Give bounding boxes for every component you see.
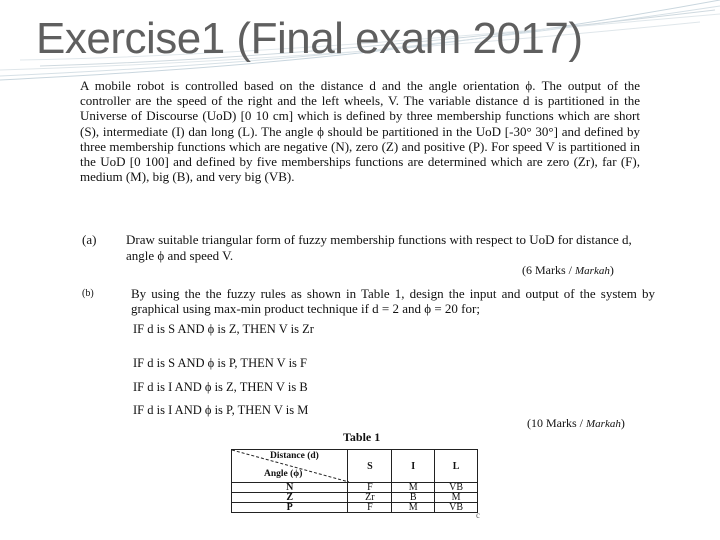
question-b-marks [527,416,625,431]
column-header: S [348,450,392,483]
table-title: Table 1 [343,430,381,444]
table-cell: F [348,483,392,493]
problem-statement: A mobile robot is controlled based on the distance d and the angle orientation ϕ. The output of the controller are the speed of the right and the left wheels, V. The variable distance d is partitioned in the Universe of Discourse (UoD) [0 10 cm] which is defined by three membership functions which are short (S), intermediate (I) dan long (L). The angle ϕ should be partitioned in the UoD [-30° 30°] and defined by three membership functions which are negative (N), zero (Z) and positive (P). For speed V is partitioned in the UoD [0 100] and defined by five memberships functions are determined which are zero (Zr), far (F), medium (M), big (B), and very big (VB). [80,78,640,185]
table-cell: Zr [348,493,392,503]
marks-a-text: (6 Marks / [522,263,575,277]
table-cell: M [435,493,478,503]
column-header: I [392,450,435,483]
stray-mark: c [476,510,480,520]
fuzzy-rule: IF d is I AND ϕ is Z, THEN V is B [133,380,308,394]
slide-title: Exercise1 (Final exam 2017) [36,14,583,63]
table-cell: M [392,483,435,493]
table-cell: F [348,503,392,513]
header-distance: Distance (d) [270,451,319,461]
marks-b-close: ) [620,416,625,430]
row-header: Z [232,493,348,503]
marks-b-text: (10 Marks / [527,416,586,430]
fuzzy-rule-table [231,449,478,513]
fuzzy-rule: IF d is S AND ϕ is Z, THEN V is Zr [133,322,314,336]
marks-a-close: ) [609,263,614,277]
table-header-row [232,450,478,483]
table-corner-header [232,450,348,483]
table-row [232,483,478,493]
row-header: P [232,503,348,513]
fuzzy-rule: IF d is I AND ϕ is P, THEN V is M [133,403,309,417]
table-cell: M [392,503,435,513]
question-a-marks [522,263,614,278]
question-a-label: (a) [82,232,97,247]
column-header: L [435,450,478,483]
header-angle: Angle (ϕ) [264,469,303,479]
question-b-label: (b) [82,288,94,299]
table-row [232,493,478,503]
marks-b-italic: Markah [586,418,621,430]
fuzzy-rule: IF d is S AND ϕ is P, THEN V is F [133,356,307,370]
table-cell: VB [435,503,478,513]
question-b-text: By using the the fuzzy rules as shown in Table 1, design the input and output of the system by graphical using max-min product technique if d = 2 and ϕ = 20 for; [131,286,655,316]
marks-a-italic: Markah [575,265,610,277]
table-cell: B [392,493,435,503]
table-row [232,503,478,513]
table-cell: VB [435,483,478,493]
row-header: N [232,483,348,493]
question-a-text: Draw suitable triangular form of fuzzy membership functions with respect to UoD for distance d, angle ϕ and speed V. [126,232,632,263]
